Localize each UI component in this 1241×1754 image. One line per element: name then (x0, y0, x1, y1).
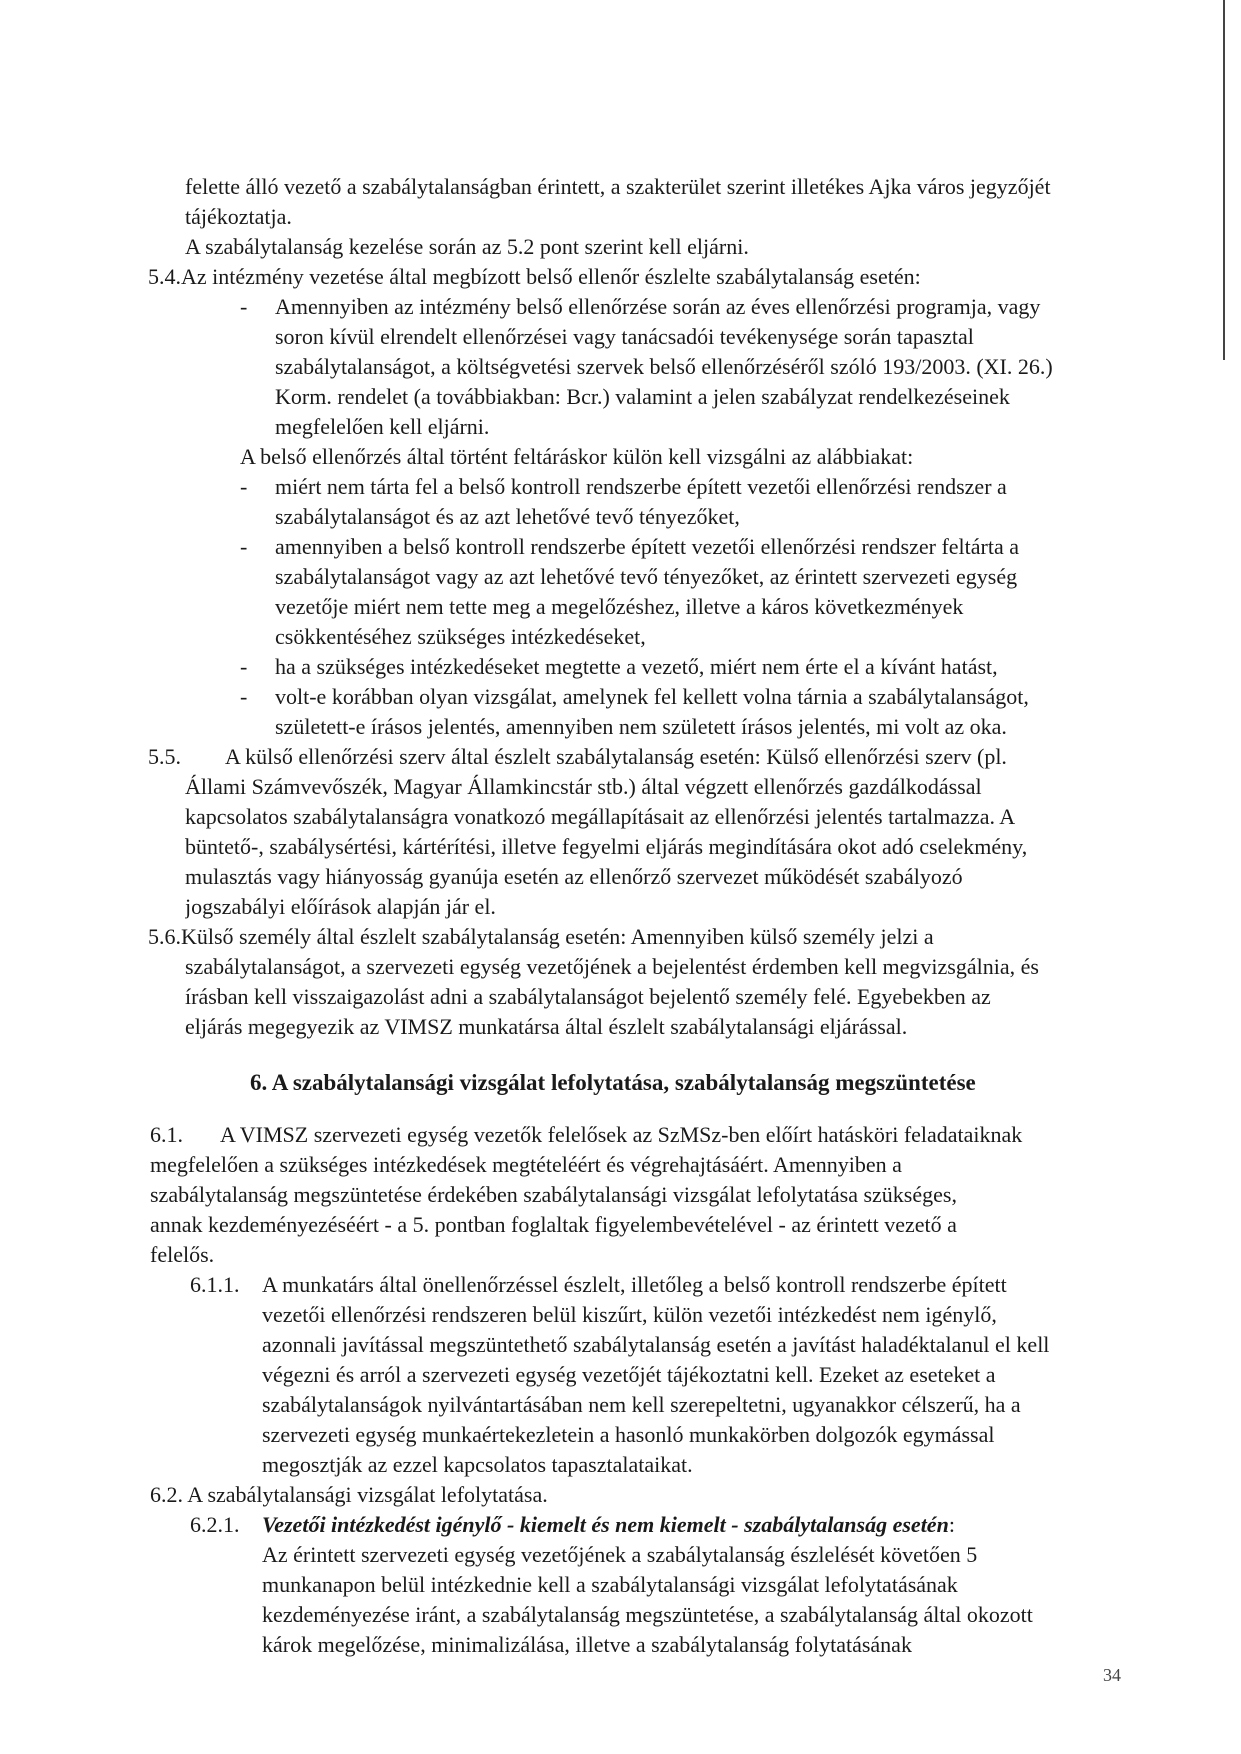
text-line: megfelelően a szükséges intézkedések megtételéért és végrehajtásáért. Amennyiben a (150, 1152, 902, 1177)
text-line: végezni és arról a szervezeti egység vezetőjét tájékoztatni kell. Ezeket az eseteket a (262, 1362, 996, 1387)
section-5-4-intro (240, 442, 1145, 472)
text-line: szabálytalanságot vagy az azt lehetővé tevő tényezőket, az érintett szervezeti egység (275, 564, 1018, 589)
text-line: vezetője miért nem tette meg a megelőzéshez, illetve a káros következmények (275, 594, 964, 619)
text-line: vezetői ellenőrzési rendszeren belül kiszűrt, külön vezetői intézkedést nem igénylő, (262, 1302, 997, 1327)
top-paragraph (185, 172, 1145, 262)
text-line (150, 1480, 1145, 1510)
text-line: szabálytalanságok nyilvántartásában nem kell szerepeltetni, ugyanakkor célszerű, ha a (262, 1392, 1021, 1417)
section-number: 6.1.1. (190, 1272, 240, 1297)
text-line: mulasztás vagy hiányosság gyanúja esetén az ellenőrző szervezet működését szabályozó (185, 864, 963, 889)
text-line: amennyiben a belső kontroll rendszerbe épített vezetői ellenőrzési rendszer feltárta a (275, 534, 1019, 559)
bullet-item (275, 652, 1145, 682)
section-number: 5.4. (148, 264, 181, 289)
section-5-6-body (185, 952, 1145, 1042)
text-line: A belső ellenőrzés által történt feltáráskor külön kell vizsgálni az alábbiakat: (240, 444, 914, 469)
text-line: szabálytalanságot és az azt lehetővé tevő tényezőket, (275, 504, 740, 529)
text-line: szervezeti egység munkaértekezletein a hasonló munkakörben dolgozók egymással (262, 1422, 995, 1447)
section-5-6 (148, 922, 1148, 952)
text-line: volt-e korábban olyan vizsgálat, amelynek fel kellett volna tárnia a szabálytalanságot, (275, 684, 1029, 709)
text-line: károk megelőzése, minimalizálása, illetve a szabálytalanság folytatásának (262, 1632, 912, 1657)
text-line: tájékoztatja. (185, 204, 292, 229)
section-number: 6.2.1. (190, 1512, 240, 1537)
text-line: büntető-, szabálysértési, kártérítési, illetve fegyelmi eljárás megindítására okot adó cselekmény, (185, 834, 1028, 859)
section-6-2-1-title-line (262, 1510, 1145, 1540)
section-title-emphasis: Vezetői intézkedést igénylő - kiemelt és nem kiemelt - szabálytalanság esetén (262, 1512, 949, 1537)
section-number: 5.6. (148, 924, 181, 949)
section-title: Az intézmény vezetése által megbízott belső ellenőr észlelte szabálytalanság esetén: (181, 264, 921, 289)
section-6-2-1 (262, 1510, 1145, 1660)
bullet-item (275, 682, 1145, 742)
text-line: felelős. (150, 1242, 215, 1267)
section-number: 6.2. (150, 1482, 183, 1507)
text-line (148, 922, 1148, 952)
text-line: kapcsolatos szabálytalanságra vonatkozó megállapításait az ellenőrzési jelentés tartalmazza. A (185, 804, 1016, 829)
text-line: azonnali javítással megszüntethető szabálytalanság esetén a javítást haladéktalanul el kell (262, 1332, 1050, 1357)
section-6-heading: 6. A szabálytalansági vizsgálat lefolytatása, szabálytalanság megszüntetése (250, 1070, 976, 1095)
text-line: A szabálytalanság kezelése során az 5.2 pont szerint kell eljárni. (185, 234, 749, 259)
text-line: jogszabályi előírások alapján jár el. (185, 894, 496, 919)
text-line: Az érintett szervezeti egység vezetőjének a szabálytalanság észlelését követően 5 (262, 1542, 978, 1567)
page-number: 34 (1103, 1665, 1121, 1685)
text-line: megosztják az ezzel kapcsolatos tapasztalataikat. (262, 1452, 693, 1477)
text-line: annak kezdeményezéséért - a 5. pontban foglaltak figyelembevételével - az érintett vezető a (150, 1212, 957, 1237)
section-5-4 (148, 262, 1148, 292)
text-line: szabálytalanságot, a szervezeti egység vezetőjének a bejelentést érdemben kell megvizsgálnia, és (185, 954, 1039, 979)
bullet-item (275, 292, 1145, 442)
text-line: A külső ellenőrzési szerv által észlelt szabálytalanság esetén: Külső ellenőrzési szerv (pl. (225, 744, 1007, 769)
text-line: A VIMSZ szervezeti egység vezetők felelősek az SzMSz-ben előírt hatásköri feladataiknak (220, 1122, 1023, 1147)
text-line: A munkatárs által önellenőrzéssel észlelt, illetőleg a belső kontroll rendszerbe épített (262, 1272, 1007, 1297)
section-number: 6.1. (150, 1122, 183, 1147)
section-6-1-1 (262, 1270, 1145, 1480)
scan-edge-line (1223, 0, 1225, 360)
section-6-1 (150, 1120, 1145, 1270)
text-line: felette álló vezető a szabálytalanságban érintett, a szakterület szerint illetékes Ajka város jegyzőjét (185, 174, 1051, 199)
text-line: munkanapon belül intézkednie kell a szabálytalansági vizsgálat lefolytatásának (262, 1572, 958, 1597)
text-line: eljárás megegyezik az VIMSZ munkatársa által észlelt szabálytalansági eljárással. (185, 1014, 908, 1039)
bullet-marker: - (240, 684, 248, 709)
title-suffix: : (948, 1512, 955, 1537)
text-line: soron kívül elrendelt ellenőrzései vagy tanácsadói tevékenysége során tapasztal (275, 324, 974, 349)
text-line: kezdeményezése iránt, a szabálytalanság megszüntetése, a szabálytalanság által okozott (262, 1602, 1033, 1627)
section-5-4-title (148, 262, 1148, 292)
text-line: írásban kell visszaigazolást adni a szabálytalanságot bejelentő személy felé. Egyebekben az (185, 984, 991, 1009)
text-line: született-e írásos jelentés, amennyiben nem született írásos jelentés, mi volt az oka. (275, 714, 1007, 739)
text-line: Állami Számvevőszék, Magyar Államkincstár stb.) által végzett ellenőrzés gazdálkodással (185, 774, 982, 799)
bullet-item (275, 472, 1145, 532)
text-line: szabálytalanságot, a költségvetési szervek belső ellenőrzéséről szóló 193/2003. (XI. 26.) (275, 354, 1053, 379)
text-line: ha a szükséges intézkedéseket megtette a vezető, miért nem érte el a kívánt hatást, (275, 654, 998, 679)
section-title: A szabálytalansági vizsgálat lefolytatása. (187, 1482, 548, 1507)
bullet-marker: - (240, 654, 248, 679)
bullet-marker: - (240, 474, 248, 499)
text-line: Korm. rendelet (a továbbiakban: Bcr.) valamint a jelen szabályzat rendelkezéseinek (275, 384, 1010, 409)
bullet-marker: - (240, 294, 248, 319)
section-6-2 (150, 1480, 1145, 1510)
bullet-marker: - (240, 534, 248, 559)
text-line: Amennyiben az intézmény belső ellenőrzése során az éves ellenőrzési programja, vagy (275, 294, 1041, 319)
section-number: 5.5. (148, 744, 181, 769)
text-line: szabálytalanság megszüntetése érdekében szabálytalansági vizsgálat lefolytatása szükséges, (150, 1182, 957, 1207)
text-line: csökkentéséhez szükséges intézkedéseket, (275, 624, 646, 649)
text-line: megfelelően kell eljárni. (275, 414, 490, 439)
section-first-line: Külső személy által észlelt szabálytalanság esetén: Amennyiben külső személy jelzi a (181, 924, 934, 949)
section-5-5 (185, 742, 1145, 922)
text-line: miért nem tárta fel a belső kontroll rendszerbe épített vezetői ellenőrzési rendszer a (275, 474, 1007, 499)
bullet-item (275, 532, 1145, 652)
